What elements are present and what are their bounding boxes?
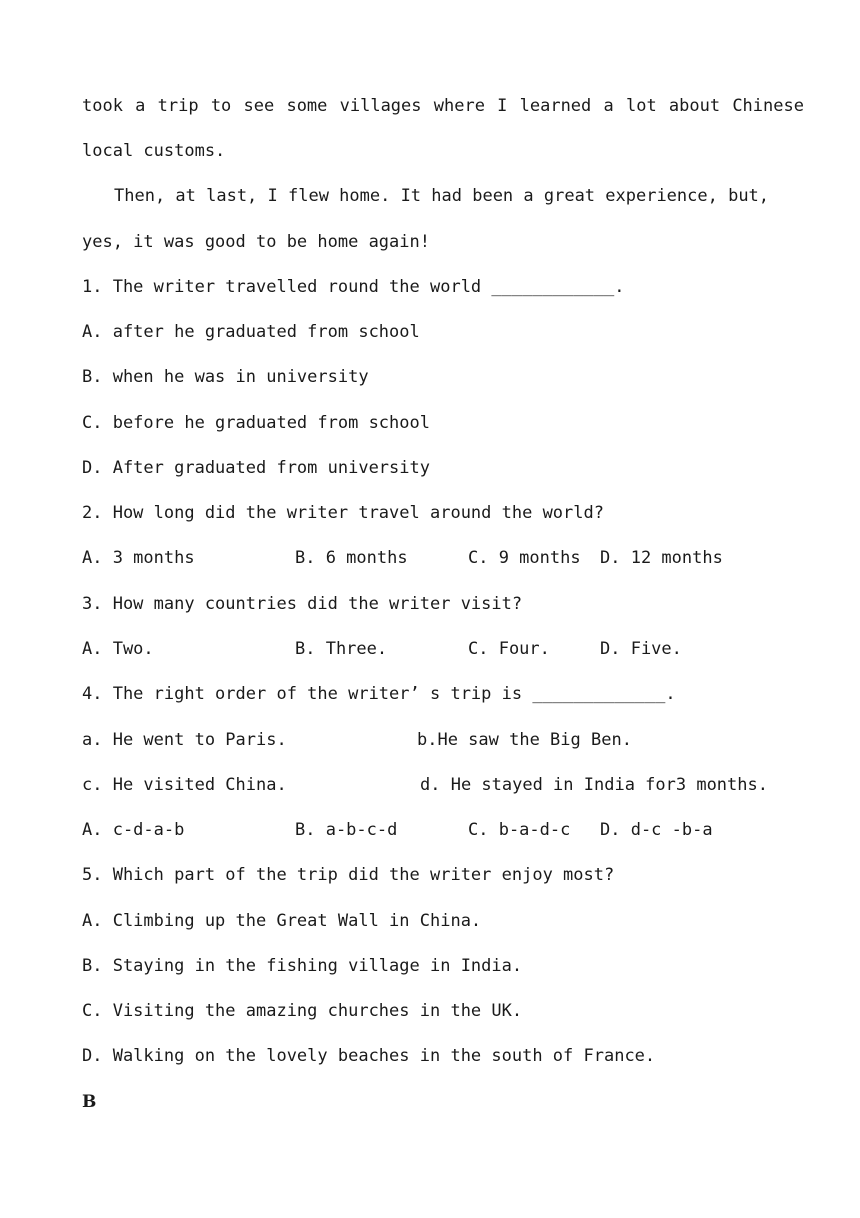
answer-option: D. d-c -b-a — [600, 820, 713, 840]
event-item: d. He stayed in India for3 months. — [420, 775, 768, 795]
answer-option: C. Visiting the amazing churches in the UK. — [82, 1001, 523, 1021]
answer-option: B. Staying in the fishing village in India. — [82, 956, 523, 976]
answer-option: B. when he was in university — [82, 367, 369, 387]
answer-option: C. before he graduated from school — [82, 413, 430, 433]
question-stem: 4. The right order of the writer’ s trip is _____________. — [82, 684, 676, 704]
answer-option: C. Four. — [468, 639, 550, 659]
option-row — [82, 633, 800, 665]
passage-line: yes, it was good to be home again! — [82, 232, 430, 252]
passage-line: took a trip to see some villages where I learned a lot about Chinese — [82, 96, 804, 116]
option-row — [82, 814, 800, 846]
answer-option: D. Five. — [600, 639, 682, 659]
question-stem: 5. Which part of the trip did the writer enjoy most? — [82, 865, 615, 885]
answer-option: A. Two. — [82, 639, 154, 659]
answer-option: C. 9 months — [468, 548, 581, 568]
answer-option: D. Walking on the lovely beaches in the south of France. — [82, 1046, 656, 1066]
answer-option: B. a-b-c-d — [295, 820, 398, 840]
answer-option: B. 6 months — [295, 548, 408, 568]
answer-option: D. 12 months — [600, 548, 723, 568]
answer-option: D. After graduated from university — [82, 458, 430, 478]
event-row — [82, 724, 800, 756]
option-row — [82, 542, 800, 574]
event-item: a. He went to Paris. — [82, 730, 287, 750]
answer-option: A. after he graduated from school — [82, 322, 420, 342]
event-item: c. He visited China. — [82, 775, 287, 795]
answer-option: A. c-d-a-b — [82, 820, 185, 840]
passage-line: Then, at last, I flew home. It had been a great experience, but, — [114, 186, 770, 206]
answer-option: A. 3 months — [82, 548, 195, 568]
passage-line: local customs. — [82, 141, 226, 161]
event-row — [82, 769, 800, 801]
question-stem: 2. How long did the writer travel around the world? — [82, 503, 604, 523]
question-stem: 1. The writer travelled round the world ____________. — [82, 277, 625, 297]
section-label: B — [82, 1092, 97, 1112]
event-item: b.He saw the Big Ben. — [417, 730, 632, 750]
answer-option: B. Three. — [295, 639, 388, 659]
answer-option: A. Climbing up the Great Wall in China. — [82, 911, 482, 931]
question-stem: 3. How many countries did the writer visit? — [82, 594, 523, 614]
answer-option: C. b-a-d-c — [468, 820, 571, 840]
